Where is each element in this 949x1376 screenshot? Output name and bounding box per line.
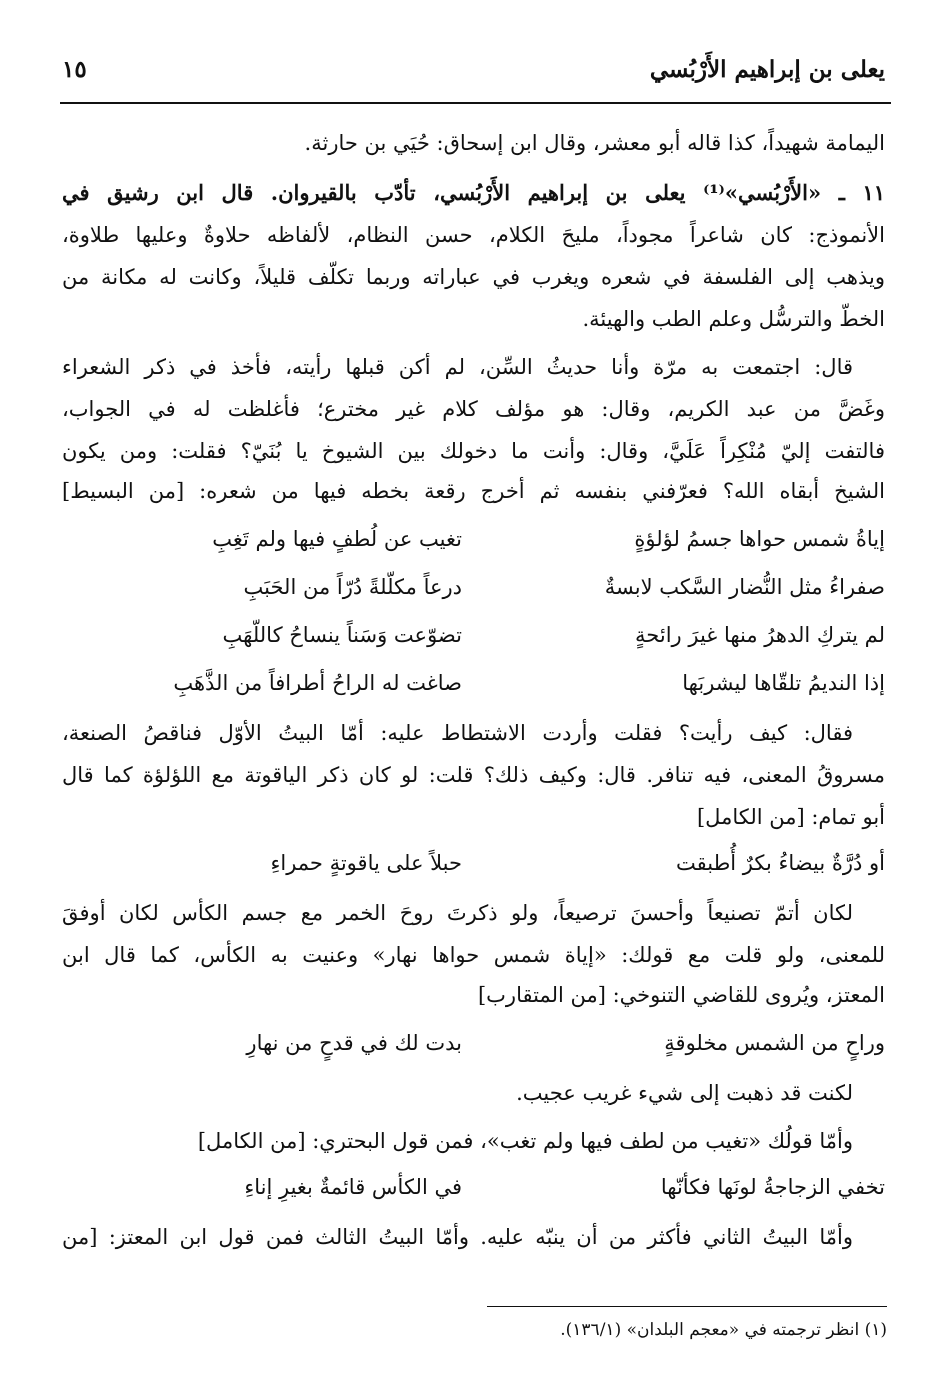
page-number: ١٥	[62, 56, 87, 83]
verse-line	[62, 522, 885, 556]
verse-first-hemistich: إياةُ شمس حواها جسمُ لؤلؤةٍ	[634, 527, 885, 551]
verse-first-hemistich: صفراءُ مثل النُّضار السَّكب لابسةٌ	[604, 575, 885, 599]
text-line: الأنموذج: كان شاعراً مجوداً، مليحَ الكلام، حسن النظام، لألفاظه حلاوةٌ وعليها طلاوة،	[62, 223, 885, 247]
text-line: ويذهب إلى الفلسفة في شعره ويغرب في عباراته وربما تكلّف قليلاً، وكانت له مكانة من	[62, 265, 885, 289]
text-line: اليمامة شهيداً، كذا قاله أبو معشر، وقال ابن إسحاق: حُيَي بن حارثة.	[304, 131, 885, 155]
verse-second-hemistich: في الكأس قائمةٌ بغيرِ إناءِ	[244, 1175, 462, 1199]
verse-line	[62, 846, 885, 880]
verse-second-hemistich: تضوّعت وَسَناً ينساحُ كاللّهَبِ	[222, 623, 462, 647]
verse-first-hemistich: أو دُرَّةٌ بيضاءُ بكرٌ أُطبقت	[676, 851, 885, 875]
footnote-rule	[487, 1306, 887, 1307]
entry-heading-line: ١١ ـ «الأَرْبُسي»⁽¹⁾ يعلى بن إبراهيم الأَرْبُسي، تأدّب بالقيروان. قال ابن رشيق في	[62, 180, 885, 205]
text-line: لكنت قد ذهبت إلى شيء غريب عجيب.	[516, 1081, 853, 1105]
verse-first-hemistich: وراحٍ من الشمس مخلوقةٍ	[664, 1031, 885, 1055]
verse-line	[62, 618, 885, 652]
text-line: المعتز، ويُروى للقاضي التنوخي: [من المتقارب]	[477, 983, 885, 1007]
text-line: قال: اجتمعت به مرّة وأنا حديثُ السِّن، لم أكن قبلها رأيته، فأخذ في ذكر الشعراء	[62, 355, 853, 379]
text-line: وأمّا البيتُ الثاني فأكثر من أن ينبّه عليه. وأمّا البيتُ الثالث فمن قول ابن المعتز: [من	[62, 1225, 853, 1249]
verse-second-hemistich: تغيب عن لُطفٍ فيها ولم تَغِبِ	[212, 527, 462, 551]
verse-line	[62, 1170, 885, 1204]
text-line: وغَضَّ من عبد الكريم، وقال: هو مؤلف كلام غير مخترع؛ فأغلظت له في الجواب،	[62, 397, 885, 421]
text-line: الخطّ والترسُّل وعلم الطب والهيئة.	[582, 307, 885, 331]
text-line: مسروقُ المعنى، فيه تنافر. قال: وكيف ذلك؟ قلت: لو كان ذكر الياقوتة مع اللؤلؤة كما قال	[62, 763, 885, 787]
verse-first-hemistich: إذا النديمُ تلقّاها ليشربَها	[682, 671, 885, 695]
header-rule	[60, 102, 891, 104]
text-line: فالتفت إليّ مُنْكِراً عَلَيَّ، وقال: وأنت ما دخولك بين الشيوخ يا بُنَيّ؟ فقلت: ومن يكون	[62, 439, 885, 463]
verse-line	[62, 1026, 885, 1060]
text-line: أبو تمام: [من الكامل]	[696, 805, 885, 829]
verse-second-hemistich: درعاً مكلّلةً دُرّاً من الحَبَبِ	[243, 575, 462, 599]
footnote: (١) انظر ترجمته في «معجم البلدان» (١٣٦/١).	[560, 1320, 887, 1340]
text-line: الشيخ أبقاه الله؟ فعرّفني بنفسه ثم أخرج رقعة بخطه فيها من شعره: [من البسيط]	[62, 479, 885, 503]
text-line: وأمّا قولُك «تغيب من لطف فيها ولم تغب»، فمن قول البحتري: [من الكامل]	[197, 1129, 853, 1153]
text-line: فقال: كيف رأيت؟ فقلت وأردت الاشتطاط عليه: أمّا البيتُ الأوّل فناقصُ الصنعة،	[62, 721, 853, 745]
verse-second-hemistich: صاغت له الراحُ أطرافاً من الذَّهَبِ	[173, 671, 462, 695]
verse-line	[62, 666, 885, 700]
running-header-title: يعلى بن إبراهيم الأَرْبُسي	[649, 56, 885, 83]
text-line: لكان أتمّ تصنيعاً وأحسنَ ترصيعاً، ولو ذكرتَ روحَ الخمر مع جسم الكأس لكان أوفقَ	[62, 901, 853, 925]
verse-first-hemistich: لم يتركِ الدهرُ منها غيرَ رائحةٍ	[635, 623, 885, 647]
verse-second-hemistich: حبلاً على ياقوتةٍ حمراءِ	[270, 851, 462, 875]
verse-line	[62, 570, 885, 604]
verse-second-hemistich: بدت لك في قدحٍ من نهارِ	[246, 1031, 462, 1055]
verse-first-hemistich: تخفي الزجاجةُ لونَها فكأنّها	[660, 1175, 885, 1199]
text-line: للمعنى، ولو قلت مع قولك: «إياة شمس حواها نهار» وعنيت به الكأس، كما قال ابن	[62, 943, 885, 967]
